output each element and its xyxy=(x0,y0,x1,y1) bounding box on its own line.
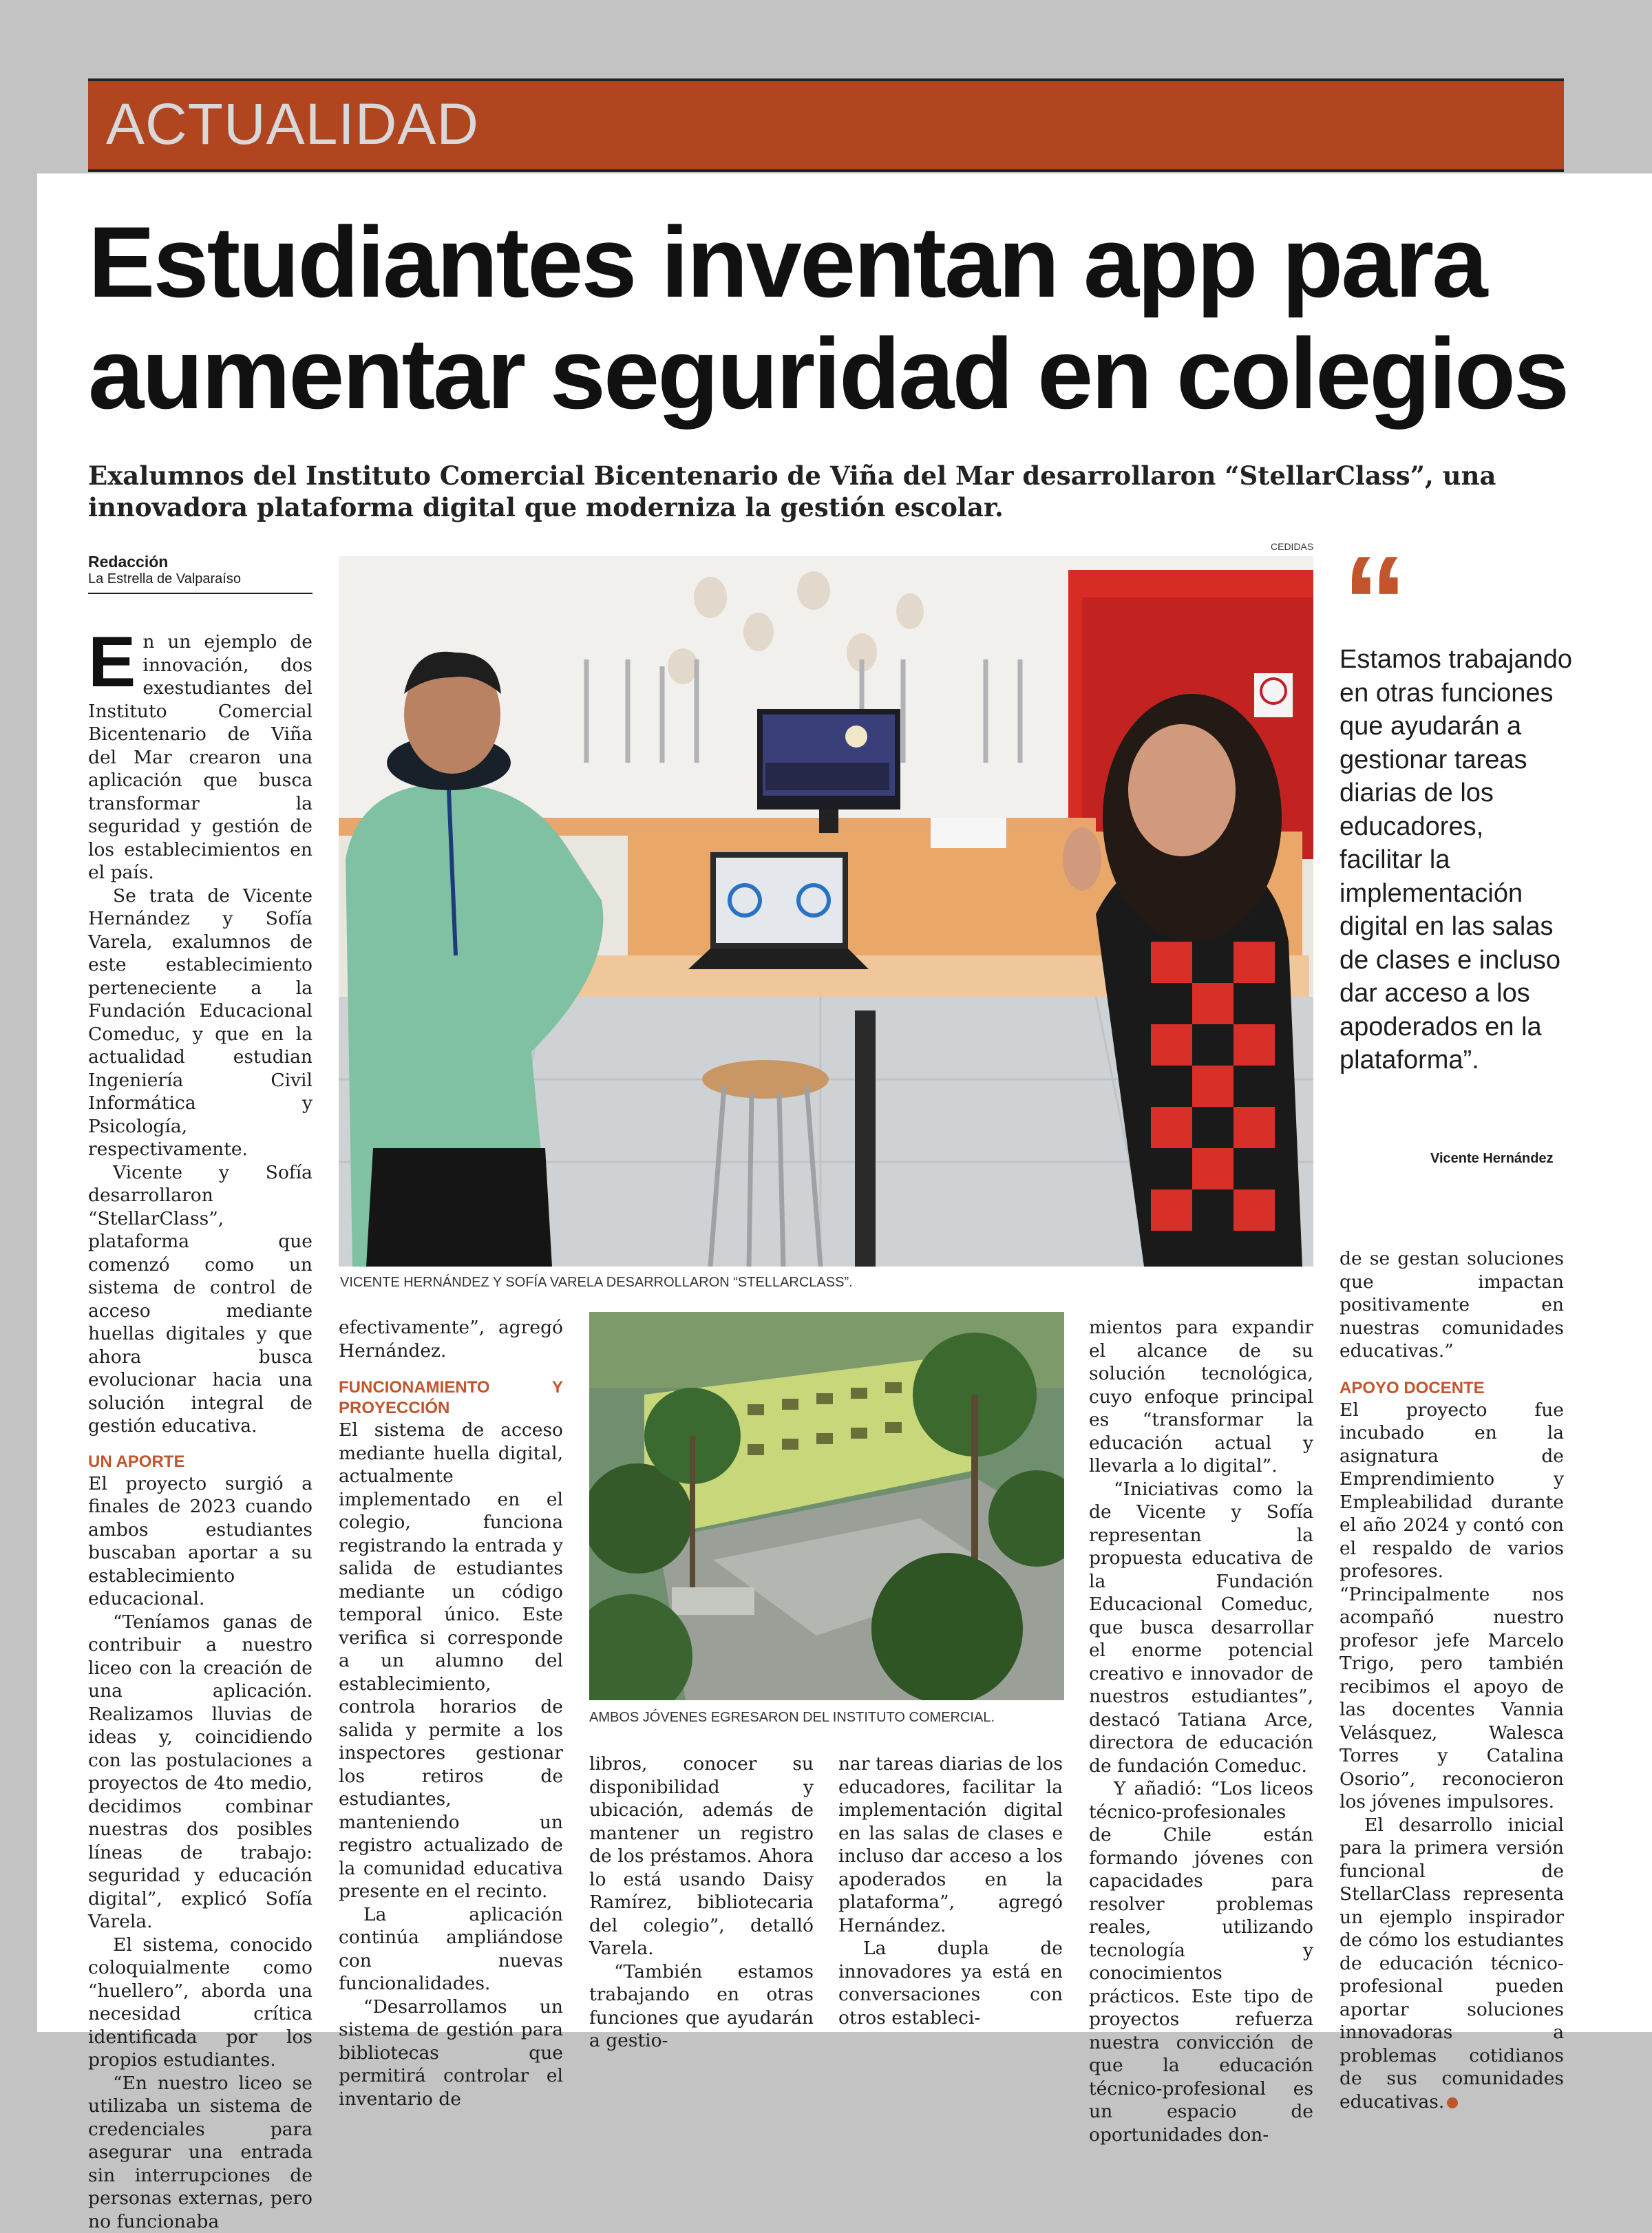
paragraph: efectivamente”, agregó Hernández. xyxy=(339,1316,563,1362)
paragraph: mientos para expandir el alcance de su solución tecnológica, cuyo enfoque principal es “transformar la educación actual y llevarla a lo digital”. xyxy=(1089,1316,1313,1478)
paragraph: El sistema de acceso mediante huella digital, actualmente implementado en el colegio, funciona registrando la entrada y salida de estudiantes mediante un código temporal único. Este verifica si corresponde a un alumno del establecimiento, controla horarios de salida y permite a los inspectores gestionar los retiros de estudiantes, manteniendo un registro actualizado de la comunidad educativa presente en el recinto. xyxy=(339,1419,563,1903)
paragraph-text: n un ejemplo de innovación, dos exestudiantes del Instituto Comercial Bicentenario de Viña del Mar crearon una aplicación que busca transformar la seguridad y gestión de los establecimientos en el país. xyxy=(88,631,313,883)
paragraph: La dupla de innovadores ya está en conversaciones con otros estableci- xyxy=(838,1937,1063,2029)
article-column-3 xyxy=(589,1753,814,2053)
paragraph xyxy=(88,631,313,885)
photo-credit: CEDIDAS xyxy=(1271,541,1313,552)
paragraph: de se gestan soluciones que impactan positivamente en nuestras comunidades educativas.” xyxy=(1339,1247,1564,1363)
paragraph: La aplicación continúa ampliándose con nuevas funcionalidades. xyxy=(339,1903,563,1996)
school-photo xyxy=(589,1312,1064,1700)
article-column-4 xyxy=(838,1753,1063,2029)
section-label: ACTUALIDAD xyxy=(106,91,479,158)
byline xyxy=(88,553,313,594)
paragraph: “Iniciativas como la de Vicente y Sofía representan la propuesta educativa de la Fundación Educacional Comeduc, que busca desarrollar el enorme potencial creativo e innovador de nuestros estudiantes”, destacó Tatiana Arce, directora de educación de fundación Comeduc. xyxy=(1089,1478,1313,1778)
school-aerial-image xyxy=(589,1312,1064,1700)
paragraph-text: El desarrollo inicial para la primera versión funcional de StellarClass representa un ejemplo inspirador de cómo los estudiantes de educación técnico-profesional pueden aportar soluciones innovadoras a problemas cotidianos de sus comunidades educativas. xyxy=(1339,1814,1564,2113)
subheading-apoyo-docente: APOYO DOCENTE xyxy=(1339,1378,1564,1399)
paragraph: “Teníamos ganas de contribuir a nuestro liceo con la creación de una aplicación. Realizamos lluvias de ideas y, coincidiendo con las postulaciones a proyectos de 4to medio, decidimos combinar nuestras dos posibles líneas de trabajo: seguridad y educación digital”, explicó Sofía Varela. xyxy=(88,1611,313,1934)
byline-publication: La Estrella de Valparaíso xyxy=(88,571,313,587)
article-column-6 xyxy=(1339,1247,1564,2113)
subheading-un-aporte: UN APORTE xyxy=(88,1452,313,1472)
paragraph: “También estamos trabajando en otras funciones que ayudarán a gestio- xyxy=(589,1960,814,2053)
subheading-funcionamiento: FUNCIONAMIENTO Y PROYECCIÓN xyxy=(339,1377,563,1419)
paragraph: Vicente y Sofía desarrollaron “StellarClass”, plataforma que comenzó como un sistema de control de acceso mediante huellas digitales y que ahora busca evolucionar hacia una solución integral de gestión educativa. xyxy=(88,1161,313,1438)
paragraph: El proyecto fue incubado en la asignatura de Emprendimiento y Empleabilidad durante el año 2024 y contó con el respaldo de varios profesores. “Principalmente nos acompañó nuestro profesor jefe Marcelo Trigo, pero también recibimos el apoyo de las docentes Vannia Velásquez, Walesca Torres y Catalina Osorio”, reconocieron los jóvenes impulsores. xyxy=(1339,1399,1564,1814)
school-photo-caption: AMBOS JÓVENES EGRESARON DEL INSTITUTO COMERCIAL. xyxy=(589,1710,995,1726)
article-column-5 xyxy=(1089,1316,1313,2146)
end-mark-icon xyxy=(1447,2097,1458,2108)
paragraph: El sistema, conocido coloquialmente como “huellero”, aborda una necesidad crítica identificada por los propios estudiantes. xyxy=(88,1934,313,2072)
pullquote-author: Vicente Hernández xyxy=(1430,1151,1554,1167)
dropcap: E xyxy=(88,633,136,691)
article-column-2 xyxy=(339,1316,563,2110)
paragraph: El proyecto surgió a finales de 2023 cuando ambos estudiantes buscaban aportar a su establecimiento educacional. xyxy=(88,1472,313,1611)
article-column-1 xyxy=(88,631,313,2233)
paragraph xyxy=(1339,1814,1564,2114)
section-banner xyxy=(88,78,1564,172)
students-photo-image xyxy=(339,556,1313,1267)
main-photo xyxy=(339,556,1313,1267)
deck: Exalumnos del Instituto Comercial Bicentenario de Viña del Mar desarrollaron “StellarClass”, una innovadora plataforma digital que moderniza la gestión escolar. xyxy=(88,460,1575,523)
main-photo-caption: VICENTE HERNÁNDEZ Y SOFÍA VARELA DESARROLLARON “STELLARCLASS”. xyxy=(340,1275,853,1291)
pullquote-text: Estamos trabajando en otras funciones que ayudarán a gestionar tareas diarias de los educadores, facilitar la implementación digital en las salas de clases e incluso dar acceso a los apoderados en la plataforma”. xyxy=(1339,643,1574,1077)
paragraph: Se trata de Vicente Hernández y Sofía Varela, exalumnos de este establecimiento perteneciente a la Fundación Educacional Comeduc, y que en la actualidad estudian Ingeniería Civil Informática y Psicología, respectivamente. xyxy=(88,885,313,1161)
paragraph: nar tareas diarias de los educadores, facilitar la implementación digital en las salas de clases e incluso dar acceso a los apoderados en la plataforma”, agregó Hernández. xyxy=(838,1753,1063,1937)
paragraph: libros, conocer su disponibilidad y ubicación, además de mantener un registro de los préstamos. Ahora lo está usando Daisy Ramírez, bibliotecaria del colegio”, detalló Varela. xyxy=(589,1753,814,1960)
paragraph: “Desarrollamos un sistema de gestión para bibliotecas que permitirá controlar el inventario de xyxy=(339,1996,563,2111)
paragraph: “En nuestro liceo se utilizaba un sistema de credenciales para asegurar una entrada sin interrupciones de personas externas, pero no funcionaba xyxy=(88,2072,313,2233)
byline-name: Redacción xyxy=(88,553,313,571)
quote-mark: “ xyxy=(1342,537,1408,668)
headline: Estudiantes inventan app para aumentar seguridad en colegios xyxy=(88,207,1589,430)
paragraph: Y añadió: “Los liceos técnico-profesionales de Chile están formando jóvenes con capacidades para resolver problemas reales, utilizando tecnología y conocimientos prácticos. Este tipo de proyectos refuerza nuestra convicción de que la educación técnico-profesional es un espacio de oportunidades don- xyxy=(1089,1777,1313,2146)
